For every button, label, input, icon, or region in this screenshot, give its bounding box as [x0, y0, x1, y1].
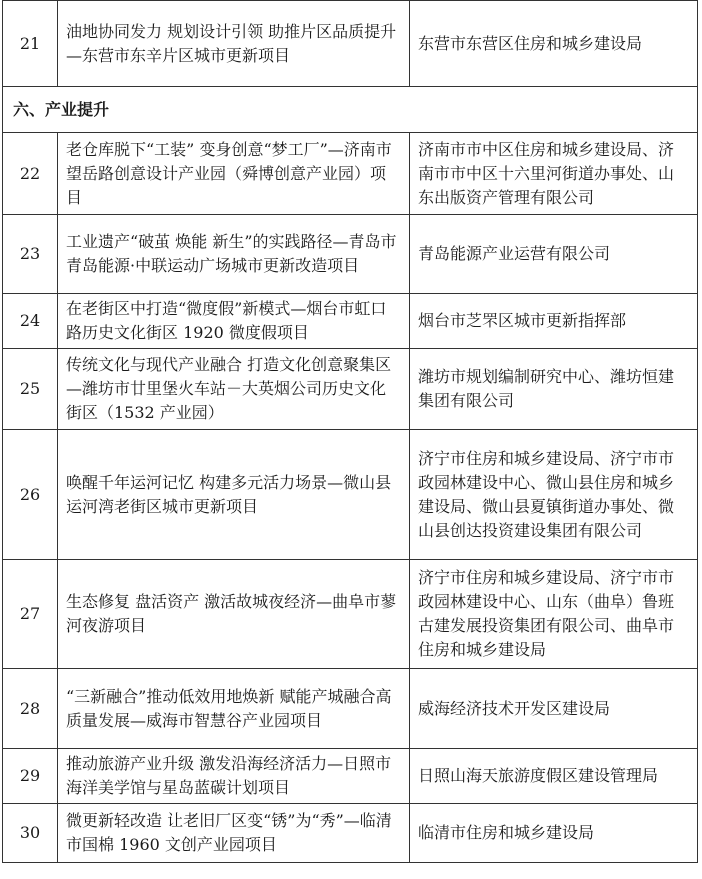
table-row: [3, 1, 698, 87]
organization: 日照山海天旅游度假区建设管理局: [410, 749, 698, 804]
project-name: 在老街区中打造“微度假”新模式—烟台市虹口路历史文化街区 1920 微度假项目: [58, 294, 410, 349]
project-name: 传统文化与现代产业融合 打造文化创意聚集区—潍坊市廿里堡火车站－大英烟公司历史文化街区（1532 产业园）: [58, 349, 410, 430]
project-name: 油地协同发力 规划设计引领 助推片区品质提升—东营市东辛片区城市更新项目: [58, 1, 410, 87]
project-name: 推动旅游产业升级 激发沿海经济活力—日照市海洋美学馆与星岛蓝碳计划项目: [58, 749, 410, 804]
row-number: 25: [3, 349, 58, 430]
row-number: 21: [3, 1, 58, 87]
table-row: [3, 749, 698, 804]
table-row: [3, 560, 698, 669]
organization: 临清市住房和城乡建设局: [410, 804, 698, 863]
organization: 济宁市住房和城乡建设局、济宁市市政园林建设中心、山东（曲阜）鲁班古建发展投资集团有限公司、曲阜市住房和城乡建设局: [410, 560, 698, 669]
organization: 东营市东营区住房和城乡建设局: [410, 1, 698, 87]
organization: 青岛能源产业运营有限公司: [410, 215, 698, 294]
row-number: 24: [3, 294, 58, 349]
table-row: [3, 430, 698, 560]
row-number: 23: [3, 215, 58, 294]
table-row: [3, 804, 698, 863]
project-name: 唤醒千年运河记忆 构建多元活力场景—微山县运河湾老街区城市更新项目: [58, 430, 410, 560]
project-table: [2, 0, 698, 863]
table-row: [3, 133, 698, 215]
table-row: [3, 669, 698, 749]
organization: 济南市市中区住房和城乡建设局、济南市市中区十六里河街道办事处、山东出版资产管理有限公司: [410, 133, 698, 215]
organization: 威海经济技术开发区建设局: [410, 669, 698, 749]
organization: 烟台市芝罘区城市更新指挥部: [410, 294, 698, 349]
organization: 济宁市住房和城乡建设局、济宁市市政园林建设中心、微山县住房和城乡建设局、微山县夏镇街道办事处、微山县创达投资建设集团有限公司: [410, 430, 698, 560]
row-number: 26: [3, 430, 58, 560]
section-title: 六、产业提升: [3, 87, 698, 133]
project-name: “三新融合”推动低效用地焕新 赋能产城融合高质量发展—威海市智慧谷产业园项目: [58, 669, 410, 749]
section-row: [3, 87, 698, 133]
row-number: 28: [3, 669, 58, 749]
project-name: 微更新轻改造 让老旧厂区变“锈”为“秀”—临清市国棉 1960 文创产业园项目: [58, 804, 410, 863]
project-name: 生态修复 盘活资产 激活故城夜经济—曲阜市蓼河夜游项目: [58, 560, 410, 669]
row-number: 27: [3, 560, 58, 669]
row-number: 22: [3, 133, 58, 215]
table-row: [3, 294, 698, 349]
table-row: [3, 349, 698, 430]
project-name: 老仓库脱下“工装” 变身创意“梦工厂”—济南市望岳路创意设计产业园（舜博创意产业园）项目: [58, 133, 410, 215]
project-name: 工业遗产“破茧 焕能 新生”的实践路径—青岛市青岛能源·中联运动广场城市更新改造项目: [58, 215, 410, 294]
table-row: [3, 215, 698, 294]
row-number: 29: [3, 749, 58, 804]
organization: 潍坊市规划编制研究中心、潍坊恒建集团有限公司: [410, 349, 698, 430]
row-number: 30: [3, 804, 58, 863]
